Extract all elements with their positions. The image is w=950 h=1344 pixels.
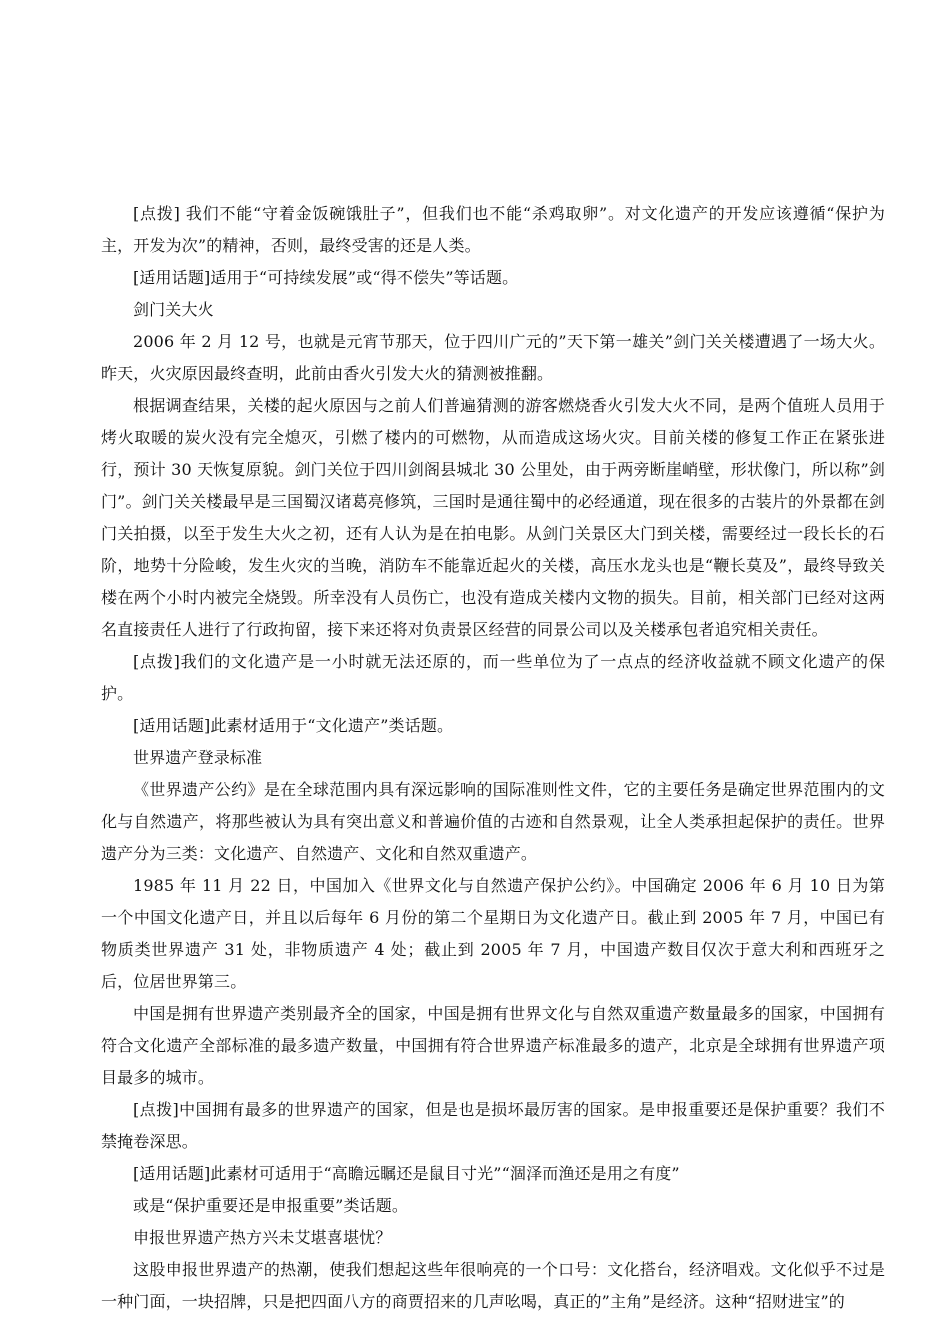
paragraph-tip-golden-bowl: [点拨] 我们不能“守着金饭碗饿肚子”，但我们也不能“杀鸡取卵”。对文化遗产的开发应该遵循“保护为主，开发为次”的精神，否则，最终受害的还是人类。 xyxy=(101,204,885,255)
paragraph-topic-foresight: [适用话题]此素材可适用于“高瞻远瞩还是鼠目寸光”“涸泽而渔还是用之有度” xyxy=(133,1164,680,1183)
paragraph-tip-heritage-irreversible: [点拨]我们的文化遗产是一小时就无法还原的，而一些单位为了一点点的经济收益就不顾文化遗产的保护。 xyxy=(101,652,885,703)
paragraph-application-fever-body: 这股申报世界遗产的热潮，使我们想起这些年很响亮的一个口号：文化搭台，经济唱戏。文化似乎不过是一种门面，一块招牌，只是把四面八方的商贾招来的几声吆喝，真正的”主角”是经济。这种“招财进宝”的 xyxy=(101,1260,885,1311)
paragraph-china-joins-convention: 1985 年 11 月 22 日，中国加入《世界文化与自然遗产保护公约》。中国确定 2006 年 6 月 10 日为第一个中国文化遗产日，并且以后每年 6 月份的第二个星期日为文化遗产日。截止到 2005 年 7 月，中国已有物质类世界遗产 31 处，非物质遗产 4 处；截止到 2005 年 7 月，中国遗产数目仅次于意大利和西班牙之后，位居世界第三。 xyxy=(101,876,885,991)
section-heading-jianmen-fire: 剑门关大火 xyxy=(133,300,214,319)
paragraph-jianmen-fire-investigation: 根据调查结果，关楼的起火原因与之前人们普遍猜测的游客燃烧香火引发大火不同，是两个值班人员用于烤火取暖的炭火没有完全熄灭，引燃了楼内的可燃物，从而造成这场火灾。目前关楼的修复工作正在紧张进行，预计 30 天恢复原貌。剑门关位于四川剑阁县城北 30 公里处，由于两旁断崖峭壁，形状像门，所以称”剑门”。剑门关关楼最早是三国蜀汉诸葛亮修筑，三国时是通往蜀中的必经通道，现在很多的古装片的外景都在剑门关拍摄，以至于发生大火之初，还有人认为是在拍电影。从剑门关景区大门到关楼，需要经过一段长长的石阶，地势十分险峻，发生火灾的当晚，消防车不能靠近起火的关楼，高压水龙头也是“鞭长莫及”，最终导致关楼在两个小时内被完全烧毁。所幸没有人员伤亡，也没有造成关楼内文物的损失。目前，相关部门已经对这两名直接责任人进行了行政拘留，接下来还将对负责景区经营的同景公司以及关楼承包者追究相关责任。 xyxy=(101,396,885,639)
paragraph-china-heritage-ranking: 中国是拥有世界遗产类别最齐全的国家，中国是拥有世界文化与自然双重遗产数量最多的国家，中国拥有符合文化遗产全部标准的最多遗产数量，中国拥有符合世界遗产标准最多的遗产，北京是全球拥有世界遗产项目最多的城市。 xyxy=(101,1004,885,1087)
section-heading-world-heritage-criteria: 世界遗产登录标准 xyxy=(133,748,263,767)
paragraph-tip-most-damaged: [点拨]中国拥有最多的世界遗产的国家，但是也是损坏最厉害的国家。是申报重要还是保护重要？我们不禁掩卷深思。 xyxy=(101,1100,885,1151)
paragraph-topic-sustainable: [适用话题]适用于“可持续发展”或“得不偿失”等话题。 xyxy=(133,268,519,287)
document-body xyxy=(101,198,885,1318)
paragraph-jianmen-fire-intro: 2006 年 2 月 12 号，也就是元宵节那天，位于四川广元的”天下第一雄关”剑门关关楼遭遇了一场大火。昨天，火灾原因最终查明，此前由香火引发大火的猜测被推翻。 xyxy=(101,332,885,383)
section-heading-application-fever: 申报世界遗产热方兴未艾堪喜堪忧？ xyxy=(133,1228,392,1247)
paragraph-topic-cultural-heritage: [适用话题]此素材适用于“文化遗产”类话题。 xyxy=(133,716,454,735)
paragraph-world-heritage-convention: 《世界遗产公约》是在全球范围内具有深远影响的国际准则性文件，它的主要任务是确定世界范围内的文化与自然遗产，将那些被认为具有突出意义和普遍价值的古迹和自然景观，让全人类承担起保护的责任。世界遗产分为三类：文化遗产、自然遗产、文化和自然双重遗产。 xyxy=(101,780,885,863)
paragraph-topic-protection-vs-application: 或是“保护重要还是申报重要”类话题。 xyxy=(133,1196,409,1215)
